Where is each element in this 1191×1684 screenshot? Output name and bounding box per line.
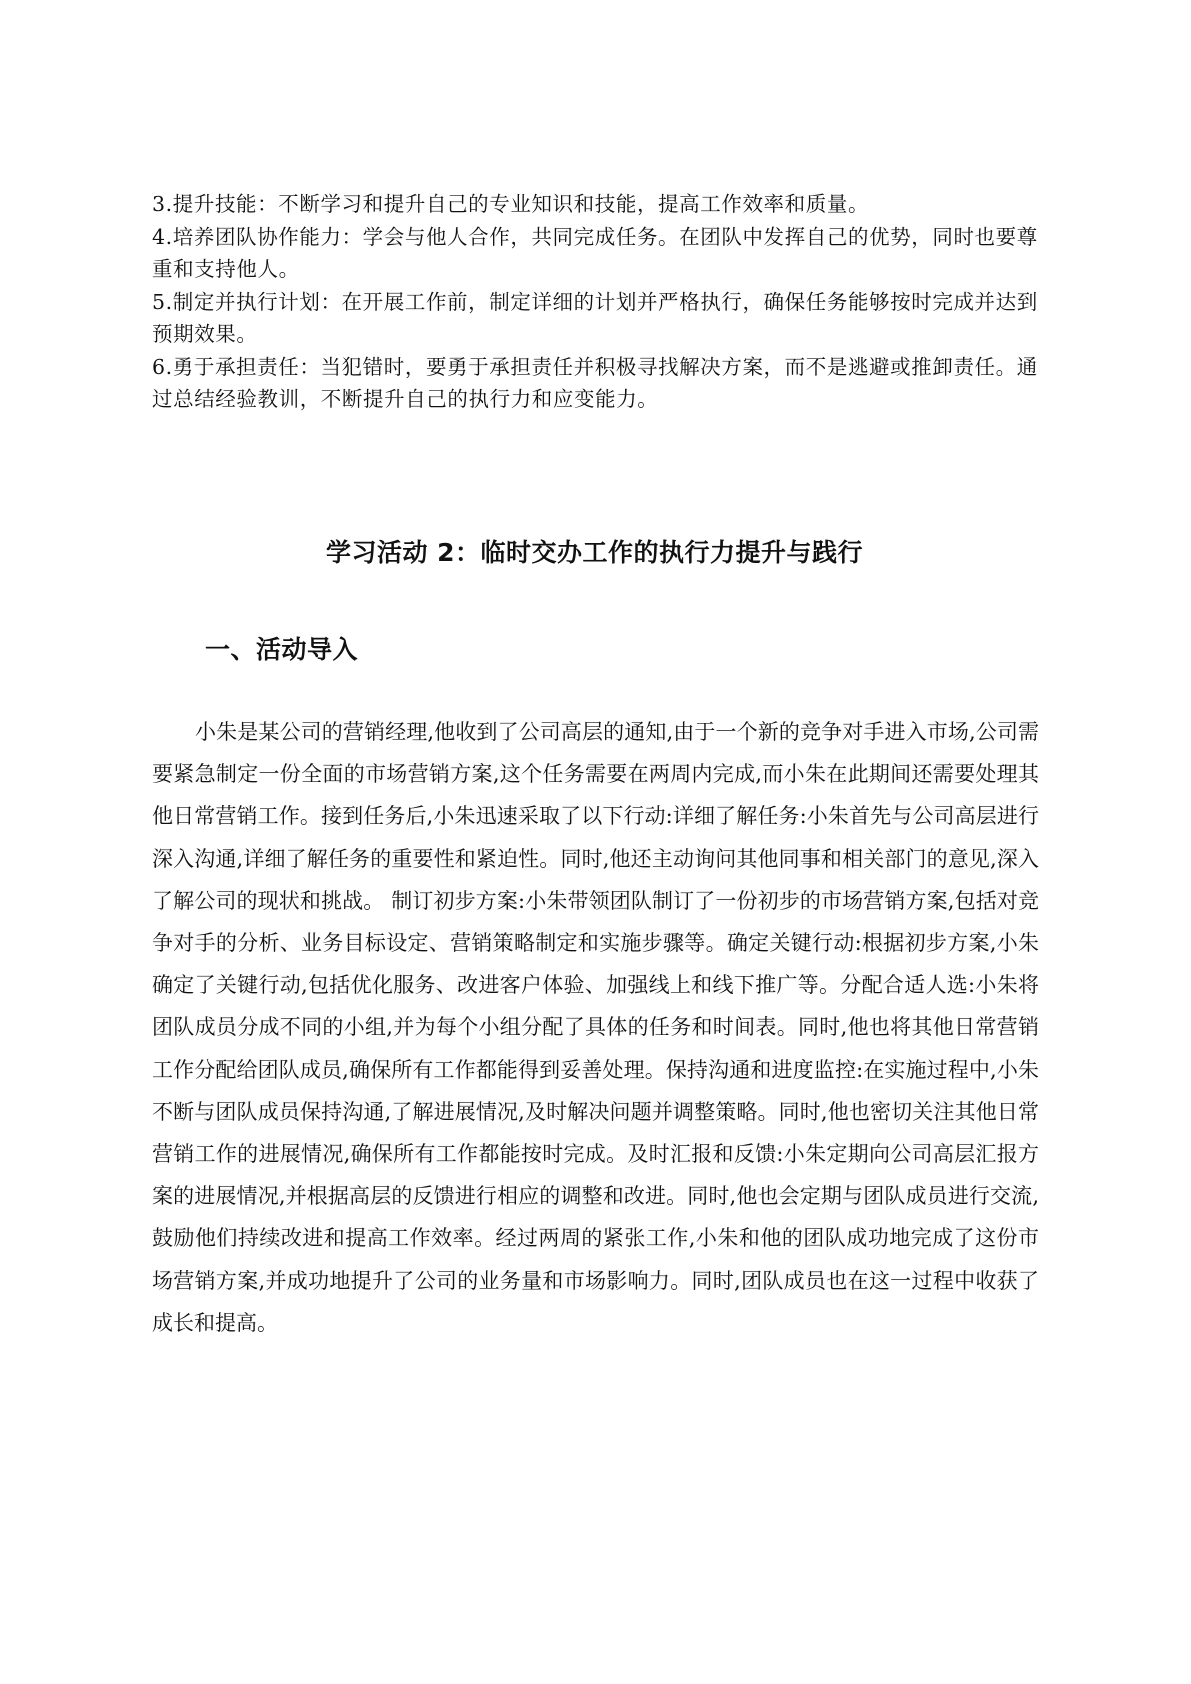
list-item-5: 5.制定并执行计划：在开展工作前，制定详细的计划并严格执行，确保任务能够按时完成并达到预期效果。 xyxy=(152,289,1038,346)
numbered-list xyxy=(152,188,1052,416)
list-item-6: 6.勇于承担责任：当犯错时，要勇于承担责任并积极寻找解决方案，而不是逃避或推卸责任。通过总结经验教训，不断提升自己的执行力和应变能力。 xyxy=(152,354,1038,411)
section-title: 学习活动 2：临时交办工作的执行力提升与践行 xyxy=(325,538,864,567)
list-item-3: 3.提升技能：不断学习和提升自己的专业知识和技能，提高工作效率和质量。 xyxy=(152,192,870,216)
list-item-4: 4.培养团队协作能力：学会与他人合作，共同完成任务。在团队中发挥自己的优势，同时也要尊重和支持他人。 xyxy=(152,224,1038,281)
body-paragraph: 小朱是某公司的营销经理,他收到了公司高层的通知,由于一个新的竞争对手进入市场,公司需要紧急制定一份全面的市场营销方案,这个任务需要在两周内完成,而小朱在此期间还需要处理其他日常营销工作。接到任务后,小朱迅速采取了以下行动:详细了解任务:小朱首先与公司高层进行深入沟通,详细了解任务的重要性和紧迫性。同时,他还主动询问其他同事和相关部门的意见,深入了解公司的现状和挑战。 制订初步方案:小朱带领团队制订了一份初步的市场营销方案,包括对竞争对手的分析、业务目标设定、营销策略制定和实施步骤等。确定关键行动:根据初步方案,小朱确定了关键行动,包括优化服务、改进客户体验、加强线上和线下推广等。分配合适人选:小朱将团队成员分成不同的小组,并为每个小组分配了具体的任务和时间表。同时,他也将其他日常营销工作分配给团队成员,确保所有工作都能得到妥善处理。保持沟通和进度监控:在实施过程中,小朱不断与团队成员保持沟通,了解进展情况,及时解决问题并调整策略。同时,他也密切关注其他日常营销工作的进展情况,确保所有工作都能按时完成。及时汇报和反馈:小朱定期向公司高层汇报方案的进展情况,并根据高层的反馈进行相应的调整和改进。同时,他也会定期与团队成员进行交流,鼓励他们持续改进和提高工作效率。经过两周的紧张工作,小朱和他的团队成功地完成了这份市场营销方案,并成功地提升了公司的业务量和市场影响力。同时,团队成员也在这一过程中收获了成长和提高。 xyxy=(152,720,1039,1335)
subsection-title: 一、活动导入 xyxy=(205,635,359,664)
